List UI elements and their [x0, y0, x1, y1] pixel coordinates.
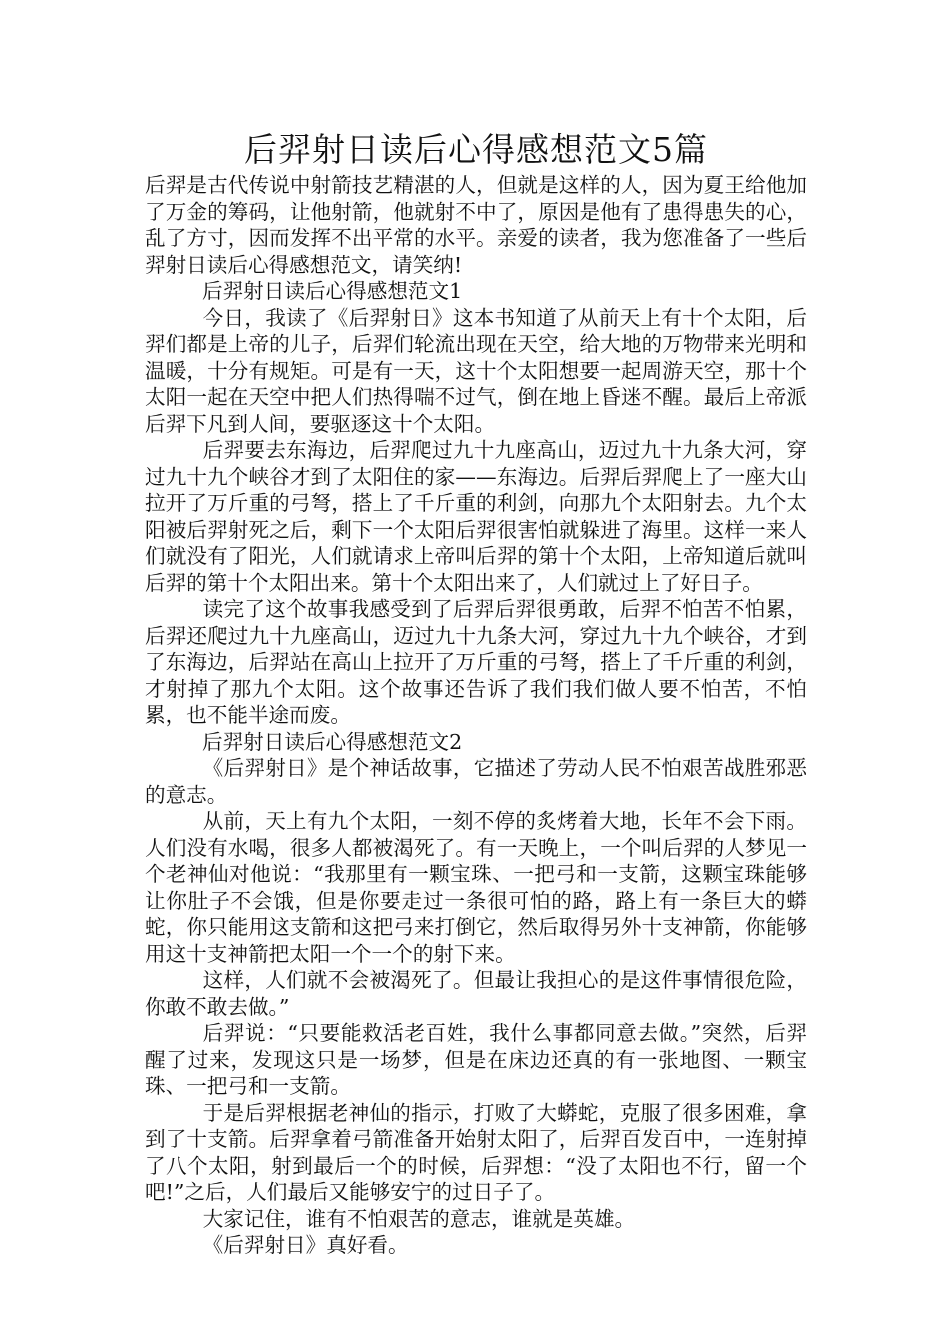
body-paragraph: 从前，天上有九个太阳，一刻不停的炙烤着大地，长年不会下雨。人们没有水喝，很多人都被渴死了。有一天晚上，一个叫后羿的人梦见一个老神仙对他说：“我那里有一颗宝珠、一把弓和一支箭，这颗宝珠能够让你肚子不会饿，但是你要走过一条很可怕的路，路上有一条巨大的蟒蛇，你只能用这支箭和这把弓来打倒它，然后取得另外十支神箭，你能够用这十支神箭把太阳一个一个的射下来。 — [145, 809, 807, 966]
intro-paragraph: 后羿是古代传说中射箭技艺精湛的人，但就是这样的人，因为夏王给他加了万金的筹码，让他射箭，他就射不中了，原因是他有了患得患失的心，乱了方寸，因而发挥不出平常的水平。亲爱的读者，我为您准备了一些后羿射日读后心得感想范文，请笑纳! — [145, 173, 807, 277]
document-page — [145, 128, 807, 1259]
document-title: 后羿射日读后心得感想范文5篇 — [244, 130, 708, 169]
section-heading-2: 后羿射日读后心得感想范文2 — [202, 729, 463, 754]
body-paragraph: 《后羿射日》是个神话故事，它描述了劳动人民不怕艰苦战胜邪恶的意志。 — [145, 756, 807, 807]
body-paragraph: 后羿说：“只要能救活老百姓，我什么事都同意去做。”突然，后羿醒了过来，发现这只是一场梦，但是在床边还真的有一张地图、一颗宝珠、一把弓和一支箭。 — [145, 1021, 807, 1098]
body-paragraph: 于是后羿根据老神仙的指示，打败了大蟒蛇，克服了很多困难，拿到了十支箭。后羿拿着弓箭准备开始射太阳了，后羿百发百中，一连射掉了八个太阳，射到最后一个的时候，后羿想：“没了太阳也不行，留一个吧!”之后，人们最后又能够安宁的过日子了。 — [145, 1100, 807, 1204]
body-paragraph: 这样，人们就不会被渴死了。但最让我担心的是这件事情很危险，你敢不敢去做。” — [145, 968, 807, 1019]
body-paragraph: 大家记住，谁有不怕艰苦的意志，谁就是英雄。 — [202, 1206, 636, 1231]
body-paragraph: 读完了这个故事我感受到了后羿后羿很勇敢，后羿不怕苦不怕累，后羿还爬过九十九座高山，迈过九十九条大河，穿过九十九个峡谷，才到了东海边，后羿站在高山上拉开了万斤重的弓弩，搭上了千斤重的利剑，才射掉了那九个太阳。这个故事还告诉了我们我们做人要不怕苦，不怕累，也不能半途而废。 — [145, 597, 807, 727]
body-paragraph: 今日，我读了《后羿射日》这本书知道了从前天上有十个太阳，后羿们都是上帝的儿子，后羿们轮流出现在天空，给大地的万物带来光明和温暖，十分有规矩。可是有一天，这十个太阳想要一起周游天空，那十个太阳一起在天空中把人们热得喘不过气，倒在地上昏迷不醒。最后上帝派后羿下凡到人间，要驱逐这十个太阳。 — [145, 305, 807, 436]
body-paragraph: 《后羿射日》真好看。 — [202, 1233, 409, 1257]
section-heading-1: 后羿射日读后心得感想范文1 — [202, 279, 463, 303]
body-paragraph: 后羿要去东海边，后羿爬过九十九座高山，迈过九十九条大河，穿过九十九个峡谷才到了太阳住的家——东海边。后羿后羿爬上了一座大山拉开了万斤重的弓弩，搭上了千斤重的利剑，向那九个太阳射去。九个太阳被后羿射死之后，剩下一个太阳后羿很害怕就躲进了海里。这样一来人们就没有了阳光，人们就请求上帝叫后羿的第十个太阳，上帝知道后就叫后羿的第十个太阳出来。第十个太阳出来了，人们就过上了好日子。 — [145, 438, 807, 595]
